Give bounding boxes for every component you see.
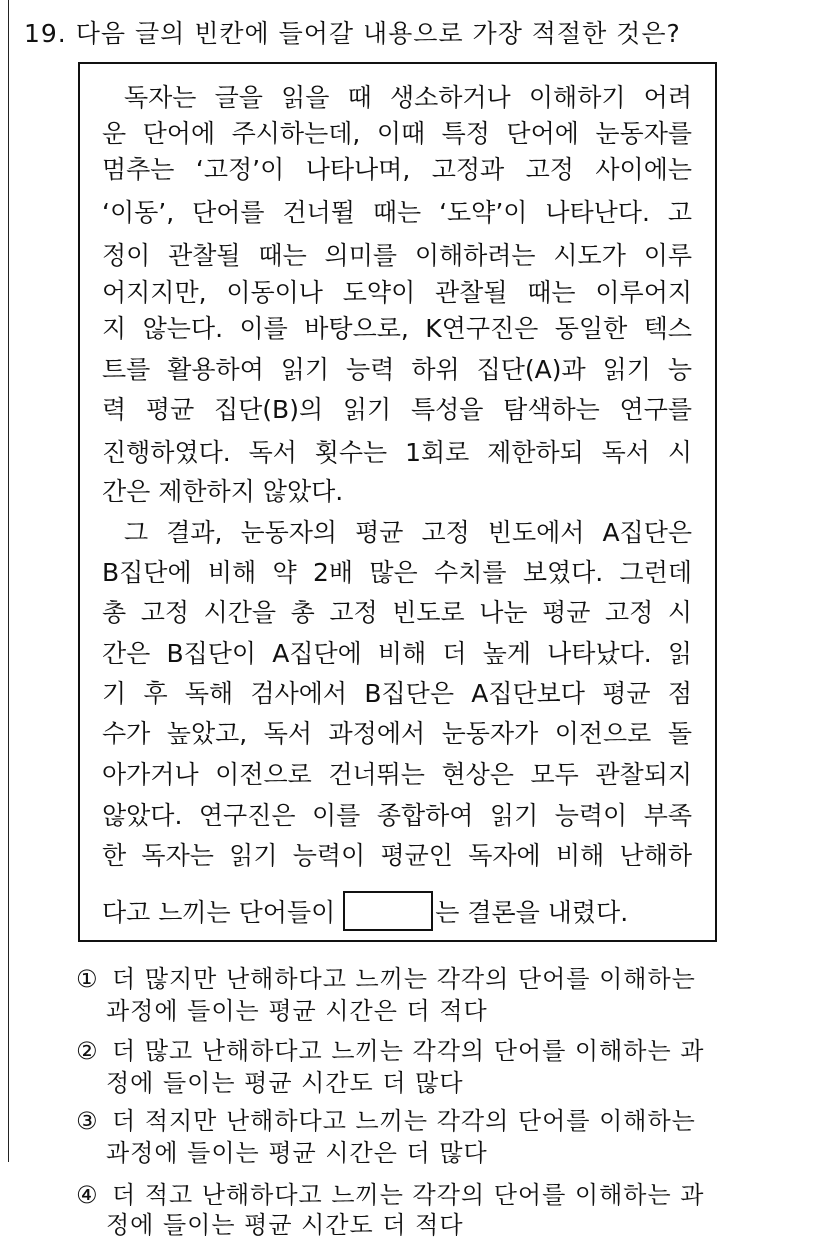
- passage-line: 아가거나 이전으로 건너뛰는 현상은 모두 관찰되지: [102, 760, 692, 789]
- passage-line: 간은 제한하지 않았다.: [102, 477, 344, 506]
- passage-line: 총 고정 시간을 총 고정 빈도로 나눈 평균 고정 시: [102, 598, 692, 627]
- passage-line: 력 평균 집단(B)의 읽기 특성을 탐색하는 연구를: [102, 395, 692, 424]
- answer-blank: [343, 891, 433, 931]
- passage-line: 그 결과, 눈동자의 평균 고정 빈도에서 A집단은: [124, 518, 692, 547]
- conclusion-text-after: 는 결론을 내렸다.: [435, 898, 629, 927]
- passage-line: 수가 높았고, 독서 과정에서 눈동자가 이전으로 돌: [102, 719, 692, 748]
- passage-line: 한 독자는 읽기 능력이 평균인 독자에 비해 난해하: [102, 841, 692, 870]
- passage-line: 간은 B집단이 A집단에 비해 더 높게 나타났다. 읽: [102, 639, 692, 668]
- left-margin-rule: [8, 0, 9, 1162]
- option-text-line: 과정에 들이는 평균 시간은 더 적다: [106, 997, 488, 1025]
- passage-line: 트를 활용하여 읽기 능력 하위 집단(A)과 읽기 능: [102, 355, 692, 384]
- option-text-line: 더 적고 난해하다고 느끼는 각각의 단어를 이해하는 과: [112, 1181, 705, 1209]
- passage-line: 지 않는다. 이를 바탕으로, K연구진은 동일한 텍스: [102, 314, 692, 343]
- option-text-line: 과정에 들이는 평균 시간은 더 많다: [106, 1139, 488, 1167]
- passage-line: 않았다. 연구진은 이를 종합하여 읽기 능력이 부족: [102, 801, 692, 830]
- passage-line: ‘이동’, 단어를 건너뛸 때는 ‘도약’이 나타난다. 고: [102, 198, 692, 227]
- passage-line: B집단에 비해 약 2배 많은 수치를 보였다. 그런데: [102, 558, 692, 587]
- option-text-line: 더 적지만 난해하다고 느끼는 각각의 단어를 이해하는: [112, 1107, 696, 1135]
- option-number: ①: [76, 965, 99, 993]
- option-number: ③: [76, 1107, 99, 1135]
- option-text-line: 정에 들이는 평균 시간도 더 많다: [106, 1069, 464, 1097]
- option-number: ④: [76, 1181, 99, 1209]
- conclusion-text-before: 다고 느끼는 단어들이: [102, 898, 336, 927]
- question-title: 19. 다음 글의 빈칸에 들어갈 내용으로 가장 적절한 것은?: [24, 19, 681, 48]
- passage-line: 운 단어에 주시하는데, 이때 특정 단어에 눈동자를: [102, 119, 692, 148]
- passage-conclusion-line: [102, 891, 628, 935]
- passage-line: 진행하였다. 독서 횟수는 1회로 제한하되 독서 시: [102, 438, 692, 467]
- passage-line: 독자는 글을 읽을 때 생소하거나 이해하기 어려: [124, 83, 692, 112]
- passage-line: 어지지만, 이동이나 도약이 관찰될 때는 이루어지: [102, 278, 692, 307]
- option-text-line: 더 많고 난해하다고 느끼는 각각의 단어를 이해하는 과: [112, 1037, 705, 1065]
- option-text-line: 더 많지만 난해하다고 느끼는 각각의 단어를 이해하는: [112, 965, 696, 993]
- passage-line: 정이 관찰될 때는 의미를 이해하려는 시도가 이루: [102, 241, 692, 270]
- passage-line: 멈추는 ‘고정’이 나타나며, 고정과 고정 사이에는: [102, 155, 692, 184]
- option-text-line: 정에 들이는 평균 시간도 더 적다: [106, 1211, 464, 1239]
- passage-line: 기 후 독해 검사에서 B집단은 A집단보다 평균 점: [102, 679, 692, 708]
- option-number: ②: [76, 1037, 99, 1065]
